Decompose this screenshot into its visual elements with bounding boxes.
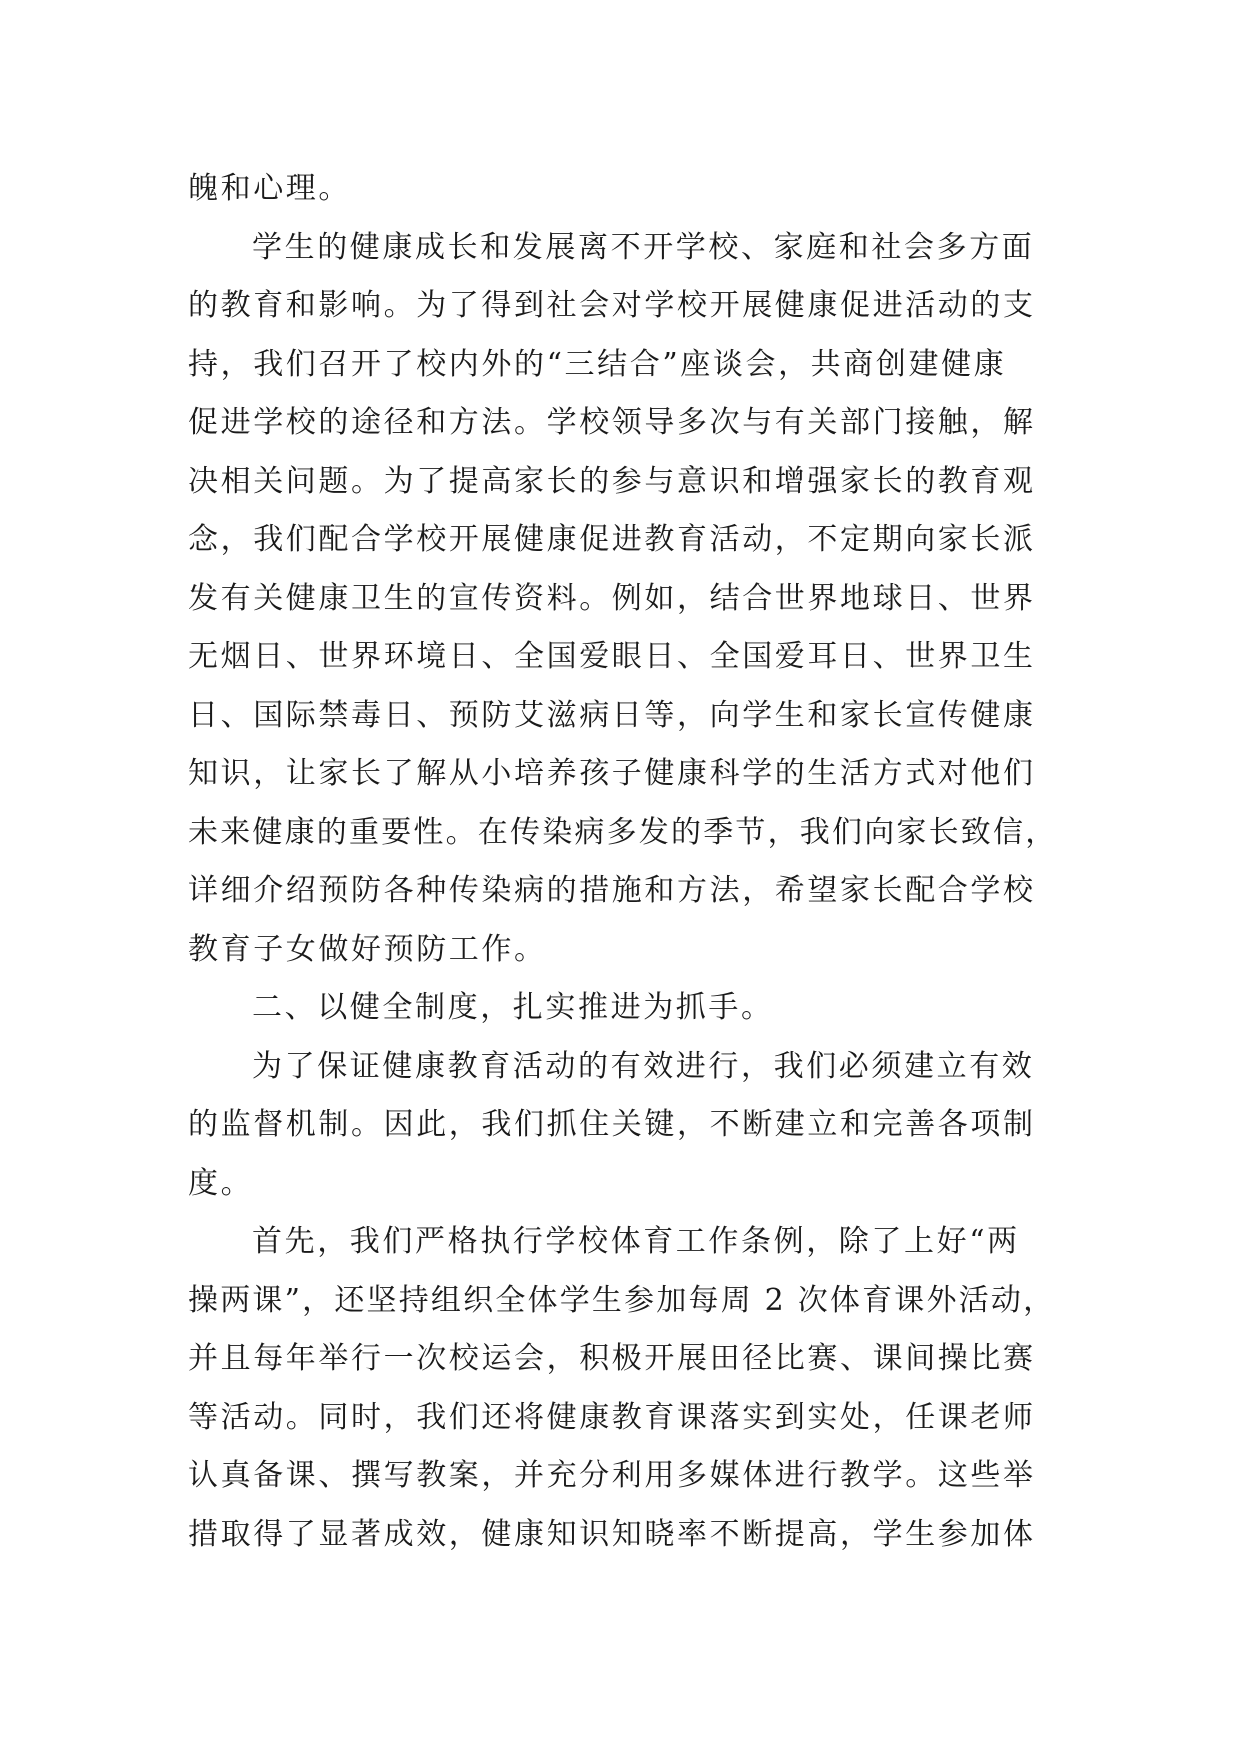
text-line: 的教育和影响。为了得到社会对学校开展健康促进活动的支 xyxy=(188,288,1036,323)
text-line: 首先，我们严格执行学校体育工作条例，除了上好“两 xyxy=(252,1224,1020,1259)
body-text xyxy=(188,160,1058,1564)
text-line: 操两课”，还坚持组织全体学生参加每周 2 次体育课外活动， xyxy=(188,1282,1056,1318)
text-line: 为了保证健康教育活动的有效进行，我们必须建立有效 xyxy=(252,1048,1035,1084)
text-line: 等活动。同时，我们还将健康教育课落实到实处，任课老师 xyxy=(188,1399,1036,1435)
text-line: 详细介绍预防各种传染病的措施和方法，希望家长配合学校 xyxy=(188,873,1036,908)
text-line: 发有关健康卫生的宣传资料。例如，结合世界地球日、世界 xyxy=(188,580,1036,616)
text-line: 教育子女做好预防工作。 xyxy=(188,931,547,967)
text-line: 措取得了显著成效，健康知识知晓率不断提高，学生参加体 xyxy=(188,1516,1036,1552)
text-line: 学生的健康成长和发展离不开学校、家庭和社会多方面 xyxy=(252,229,1035,265)
text-line: 决相关问题。为了提高家长的参与意识和增强家长的教育观 xyxy=(188,463,1036,499)
text-line: 的监督机制。因此，我们抓住关键，不断建立和完善各项制 xyxy=(188,1107,1036,1142)
text-line: 知识，让家长了解从小培养孩子健康科学的生活方式对他们 xyxy=(188,756,1036,791)
text-line: 未来健康的重要性。在传染病多发的季节，我们向家长致信， xyxy=(188,814,1058,850)
text-line: 度。 xyxy=(188,1165,254,1201)
text-line: 认真备课、撰写教案，并充分利用多媒体进行教学。这些举 xyxy=(188,1458,1036,1493)
text-line: 持，我们召开了校内外的“三结合”座谈会，共商创建健康 xyxy=(188,346,1007,382)
text-line: 无烟日、世界环境日、全国爱眼日、全国爱耳日、世界卫生 xyxy=(188,639,1036,674)
text-line: 二、以健全制度，扎实推进为抓手。 xyxy=(252,990,774,1025)
text-line: 念，我们配合学校开展健康促进教育活动，不定期向家长派 xyxy=(188,522,1036,557)
text-line: 日、国际禁毒日、预防艾滋病日等，向学生和家长宣传健康 xyxy=(188,697,1036,733)
text-line: 魄和心理。 xyxy=(188,171,351,206)
text-line: 促进学校的途径和方法。学校领导多次与有关部门接触，解 xyxy=(188,405,1036,440)
text-line: 并且每年举行一次校运会，积极开展田径比赛、课间操比赛 xyxy=(188,1341,1036,1376)
